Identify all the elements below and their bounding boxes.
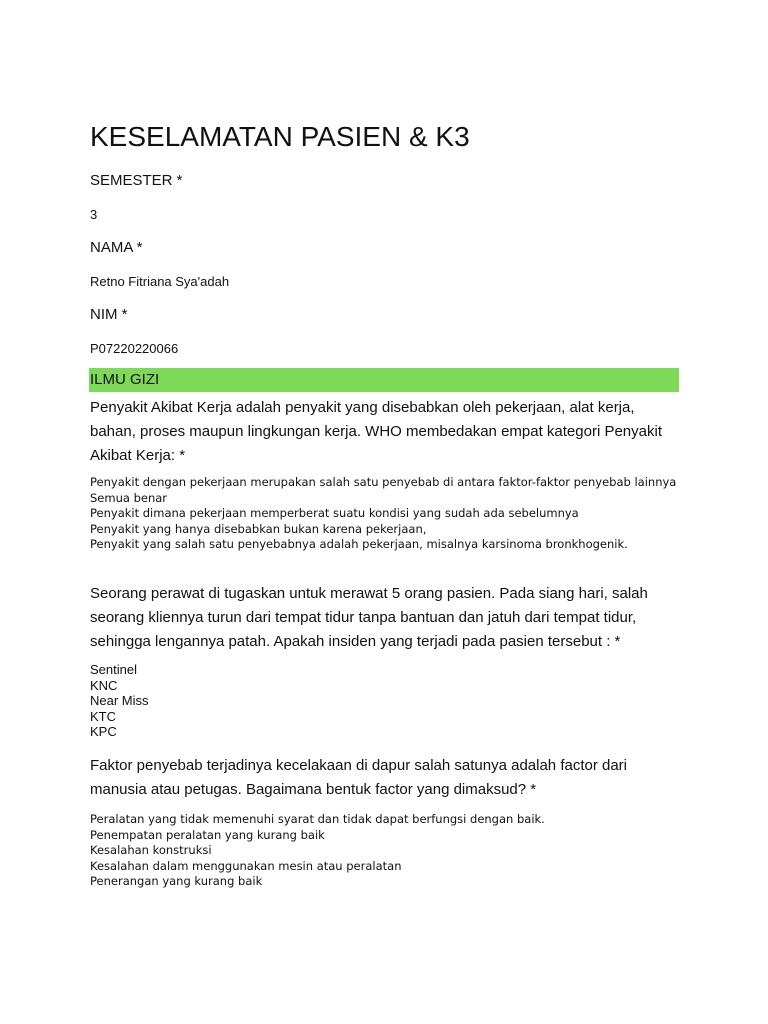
- list-item: KTC: [90, 708, 116, 724]
- list-item: KPC: [90, 724, 117, 740]
- semester-value: 3: [90, 207, 98, 222]
- list-item: KNC: [90, 677, 118, 693]
- list-item: Semua benar: [90, 490, 168, 505]
- list-item: Penyakit yang hanya disebabkan bukan karena pekerjaan,: [90, 521, 427, 536]
- nama-value: Retno Fitriana Sya'adah: [90, 274, 230, 289]
- list-item: Peralatan yang tidak memenuhi syarat dan tidak dapat berfungsi dengan baik.: [90, 812, 545, 826]
- question-2-options: [90, 662, 680, 740]
- list-item: Kesalahan dalam menggunakan mesin atau peralatan: [90, 858, 402, 873]
- question-2-text: Seorang perawat di tugaskan untuk merawat 5 orang pasien. Pada siang hari, salah seorang kliennya turun dari tempat tidur tanpa bantuan dan jatuh dari tempat tidur, sehingga lengannya patah. Apakah insiden yang terjadi pada pasien tersebut : *: [90, 585, 648, 650]
- semester-label: SEMESTER *: [90, 172, 183, 189]
- nim-value: P07220220066: [90, 341, 179, 356]
- list-item: Penyakit dengan pekerjaan merupakan salah satu penyebab di antara faktor-faktor penyebab lainnya: [90, 475, 677, 489]
- question-1-text: Penyakit Akibat Kerja adalah penyakit yang disebabkan oleh pekerjaan, alat kerja, bahan, proses maupun lingkungan kerja. WHO membedakan empat kategori Penyakit Akibat Kerja: *: [90, 399, 662, 464]
- question-1-options: [90, 475, 680, 553]
- list-item: Kesalahan konstruksi: [90, 843, 212, 858]
- list-item: Penerangan yang kurang baik: [90, 874, 263, 889]
- list-item: Sentinel: [90, 662, 137, 677]
- question-3-text: Faktor penyebab terjadinya kecelakaan di dapur salah satunya adalah factor dari manusia atau petugas. Bagaimana bentuk factor yang dimaksud? *: [90, 757, 628, 798]
- list-item: Penyakit dimana pekerjaan memperberat suatu kondisi yang sudah ada sebelumnya: [90, 506, 579, 521]
- section-header: ILMU GIZI: [89, 368, 679, 392]
- question-3-options: [90, 812, 680, 890]
- nim-label: NIM *: [90, 306, 128, 323]
- list-item: Penempatan peralatan yang kurang baik: [90, 827, 325, 842]
- list-item: Penyakit yang salah satu penyebabnya adalah pekerjaan, misalnya karsinoma bronkhogenik.: [90, 537, 628, 552]
- document-title: KESELAMATAN PASIEN & K3: [90, 121, 470, 152]
- list-item: Near Miss: [90, 693, 149, 709]
- nama-label: NAMA *: [90, 239, 143, 256]
